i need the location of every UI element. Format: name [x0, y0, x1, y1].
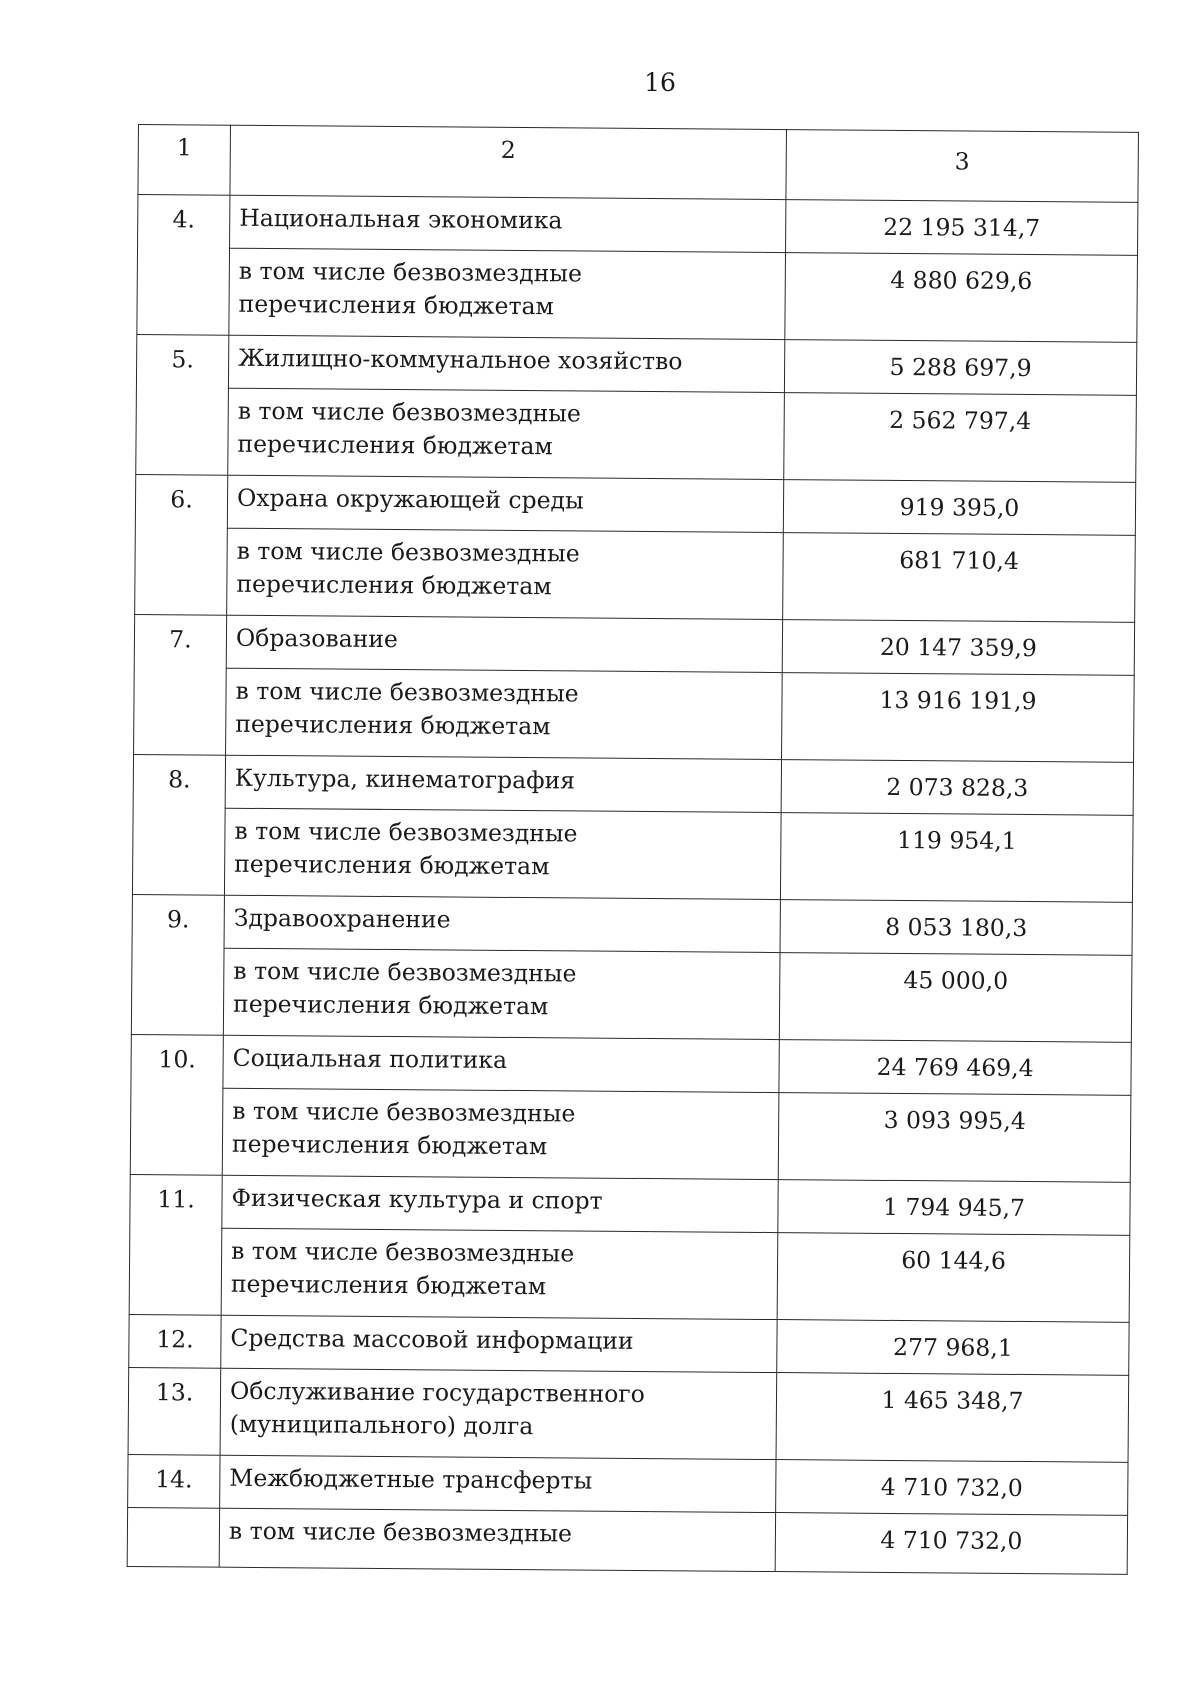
row-name: Национальная экономика	[230, 195, 786, 252]
row-value: 20 147 359,9	[782, 620, 1134, 676]
budget-table-wrapper	[127, 124, 1138, 1575]
table-row	[136, 334, 1136, 395]
table-subrow	[134, 667, 1135, 762]
header-col-3: 3	[786, 130, 1139, 203]
subrow-name: в том числе безвозмездные перечисления бюджетам	[226, 668, 783, 759]
table-subrow	[136, 387, 1137, 482]
row-value: 1 465 348,7	[776, 1373, 1129, 1463]
subrow-value: 3 093 995,4	[778, 1093, 1131, 1183]
row-name: Социальная политика	[223, 1035, 779, 1092]
header-col-2: 2	[230, 125, 787, 199]
row-name: Межбюджетные трансферты	[220, 1455, 776, 1512]
row-number: 13.	[128, 1367, 221, 1455]
row-number: 10.	[130, 1034, 223, 1175]
subrow-name: в том числе безвозмездные перечисления бюджетам	[223, 948, 780, 1039]
table-subrow	[132, 807, 1133, 902]
row-number: 9.	[131, 894, 224, 1035]
subrow-name: в том числе безвозмездные	[219, 1508, 775, 1571]
table-row	[128, 1367, 1129, 1462]
subrow-name: в том числе безвозмездные перечисления бюджетам	[229, 248, 786, 339]
table-row	[138, 195, 1138, 256]
row-value: 277 968,1	[777, 1320, 1129, 1376]
row-value: 919 395,0	[783, 480, 1135, 536]
subrow-value: 4 880 629,6	[785, 253, 1138, 343]
table-header-row	[138, 125, 1139, 203]
table-row	[133, 754, 1133, 815]
row-number: 8.	[132, 754, 225, 895]
subrow-value: 681 710,4	[783, 533, 1136, 623]
subrow-name: в том числе безвозмездные перечисления бюджетам	[222, 1088, 779, 1179]
row-value: 1 794 945,7	[778, 1180, 1130, 1236]
row-value: 22 195 314,7	[786, 200, 1138, 256]
row-number: 6.	[135, 474, 228, 615]
row-number: 5.	[136, 334, 229, 475]
subrow-value: 45 000,0	[779, 953, 1132, 1043]
row-value: 5 288 697,9	[784, 340, 1136, 396]
table-subrow	[127, 1507, 1127, 1574]
table-subrow	[135, 527, 1136, 622]
row-number: 11.	[129, 1174, 222, 1315]
row-name: Жилищно-коммунальное хозяйство	[228, 335, 784, 392]
table-subrow	[131, 947, 1132, 1042]
subrow-name: в том числе безвозмездные перечисления бюджетам	[224, 808, 781, 899]
table-row	[134, 614, 1134, 675]
row-name: Здравоохранение	[224, 895, 780, 952]
subrow-name: в том числе безвозмездные перечисления бюджетам	[221, 1228, 778, 1319]
page-number: 16	[644, 68, 676, 97]
row-name: Охрана окружающей среды	[227, 475, 783, 532]
row-number: 4.	[137, 195, 230, 336]
subrow-value: 60 144,6	[777, 1233, 1130, 1323]
table-row	[132, 894, 1132, 955]
table-row	[128, 1454, 1128, 1515]
row-value: 8 053 180,3	[780, 900, 1132, 956]
row-name: Культура, кинематография	[225, 755, 781, 812]
row-number: 14.	[128, 1454, 220, 1508]
table-row	[129, 1314, 1129, 1375]
row-value: 2 073 828,3	[781, 760, 1133, 816]
table-subrow	[130, 1087, 1131, 1182]
table-subrow	[137, 248, 1138, 343]
subrow-name: в том числе безвозмездные перечисления бюджетам	[228, 388, 785, 479]
row-number: 12.	[129, 1314, 221, 1368]
row-value: 4 710 732,0	[776, 1460, 1128, 1516]
subrow-value: 4 710 732,0	[775, 1513, 1127, 1575]
table-subrow	[129, 1227, 1130, 1322]
row-number-empty	[127, 1507, 219, 1567]
subrow-value: 119 954,1	[780, 813, 1133, 903]
row-value: 24 769 469,4	[779, 1040, 1131, 1096]
row-name: Средства массовой информации	[221, 1315, 777, 1372]
table-row	[130, 1174, 1130, 1235]
subrow-name: в том числе безвозмездные перечисления бюджетам	[227, 528, 784, 619]
row-number: 7.	[134, 614, 227, 755]
table-row	[131, 1034, 1131, 1095]
subrow-value: 13 916 191,9	[782, 673, 1135, 763]
subrow-value: 2 562 797,4	[784, 393, 1137, 483]
row-name: Физическая культура и спорт	[222, 1175, 778, 1232]
table-row	[135, 474, 1135, 535]
row-name: Образование	[226, 615, 782, 672]
row-name: Обслуживание государственного (муниципального) долга	[220, 1368, 777, 1459]
header-col-1: 1	[138, 125, 231, 196]
budget-table	[127, 124, 1139, 1575]
